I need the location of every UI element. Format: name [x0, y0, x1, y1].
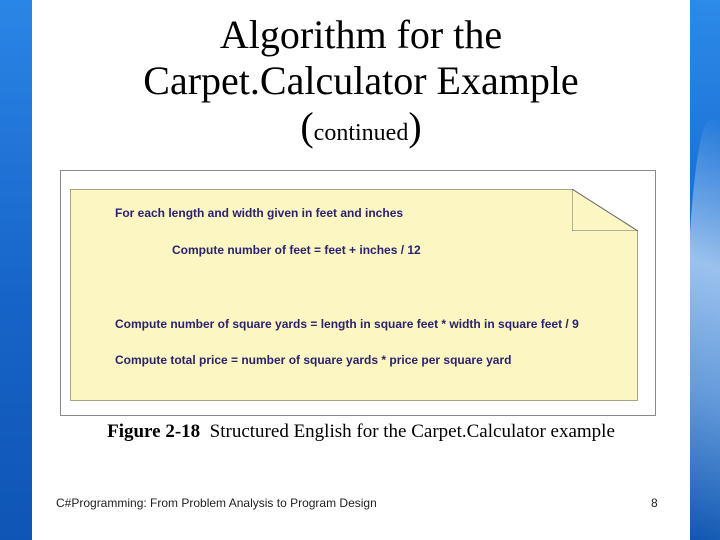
figure-caption: [32, 421, 690, 443]
title-paren-open: (: [300, 104, 314, 149]
title-paren-close: ): [408, 104, 422, 149]
caption-label: Figure 2-18: [107, 421, 201, 442]
caption-text: Structured English for the Carpet.Calculator example: [209, 421, 615, 442]
title-line-2: Carpet.Calculator Example: [143, 58, 579, 103]
title-continued: continued: [313, 120, 409, 146]
note-line-2: Compute number of feet = feet + inches / 12: [172, 243, 421, 257]
title-line-3: [32, 104, 690, 156]
slide-canvas: [32, 0, 690, 540]
note-line-1: For each length and width given in feet and inches: [115, 206, 404, 220]
note-line-3: Compute number of square yards = length in square feet * width in square feet / 9: [115, 317, 579, 331]
sail-graphic: [690, 120, 720, 540]
note-line-4: Compute total price = number of square yards * price per square yard: [115, 353, 512, 367]
left-background-band: [0, 0, 32, 540]
footer-page-number: 8: [651, 496, 658, 510]
right-background-band: [690, 0, 720, 540]
slide-title: [32, 12, 690, 156]
title-line-1: Algorithm for the: [219, 12, 503, 57]
footer-course-title: C#Programming: From Problem Analysis to Program Design: [56, 496, 377, 510]
note-folded-corner: [572, 189, 638, 231]
figure-frame: [60, 170, 656, 416]
structured-english-note: [70, 189, 638, 401]
